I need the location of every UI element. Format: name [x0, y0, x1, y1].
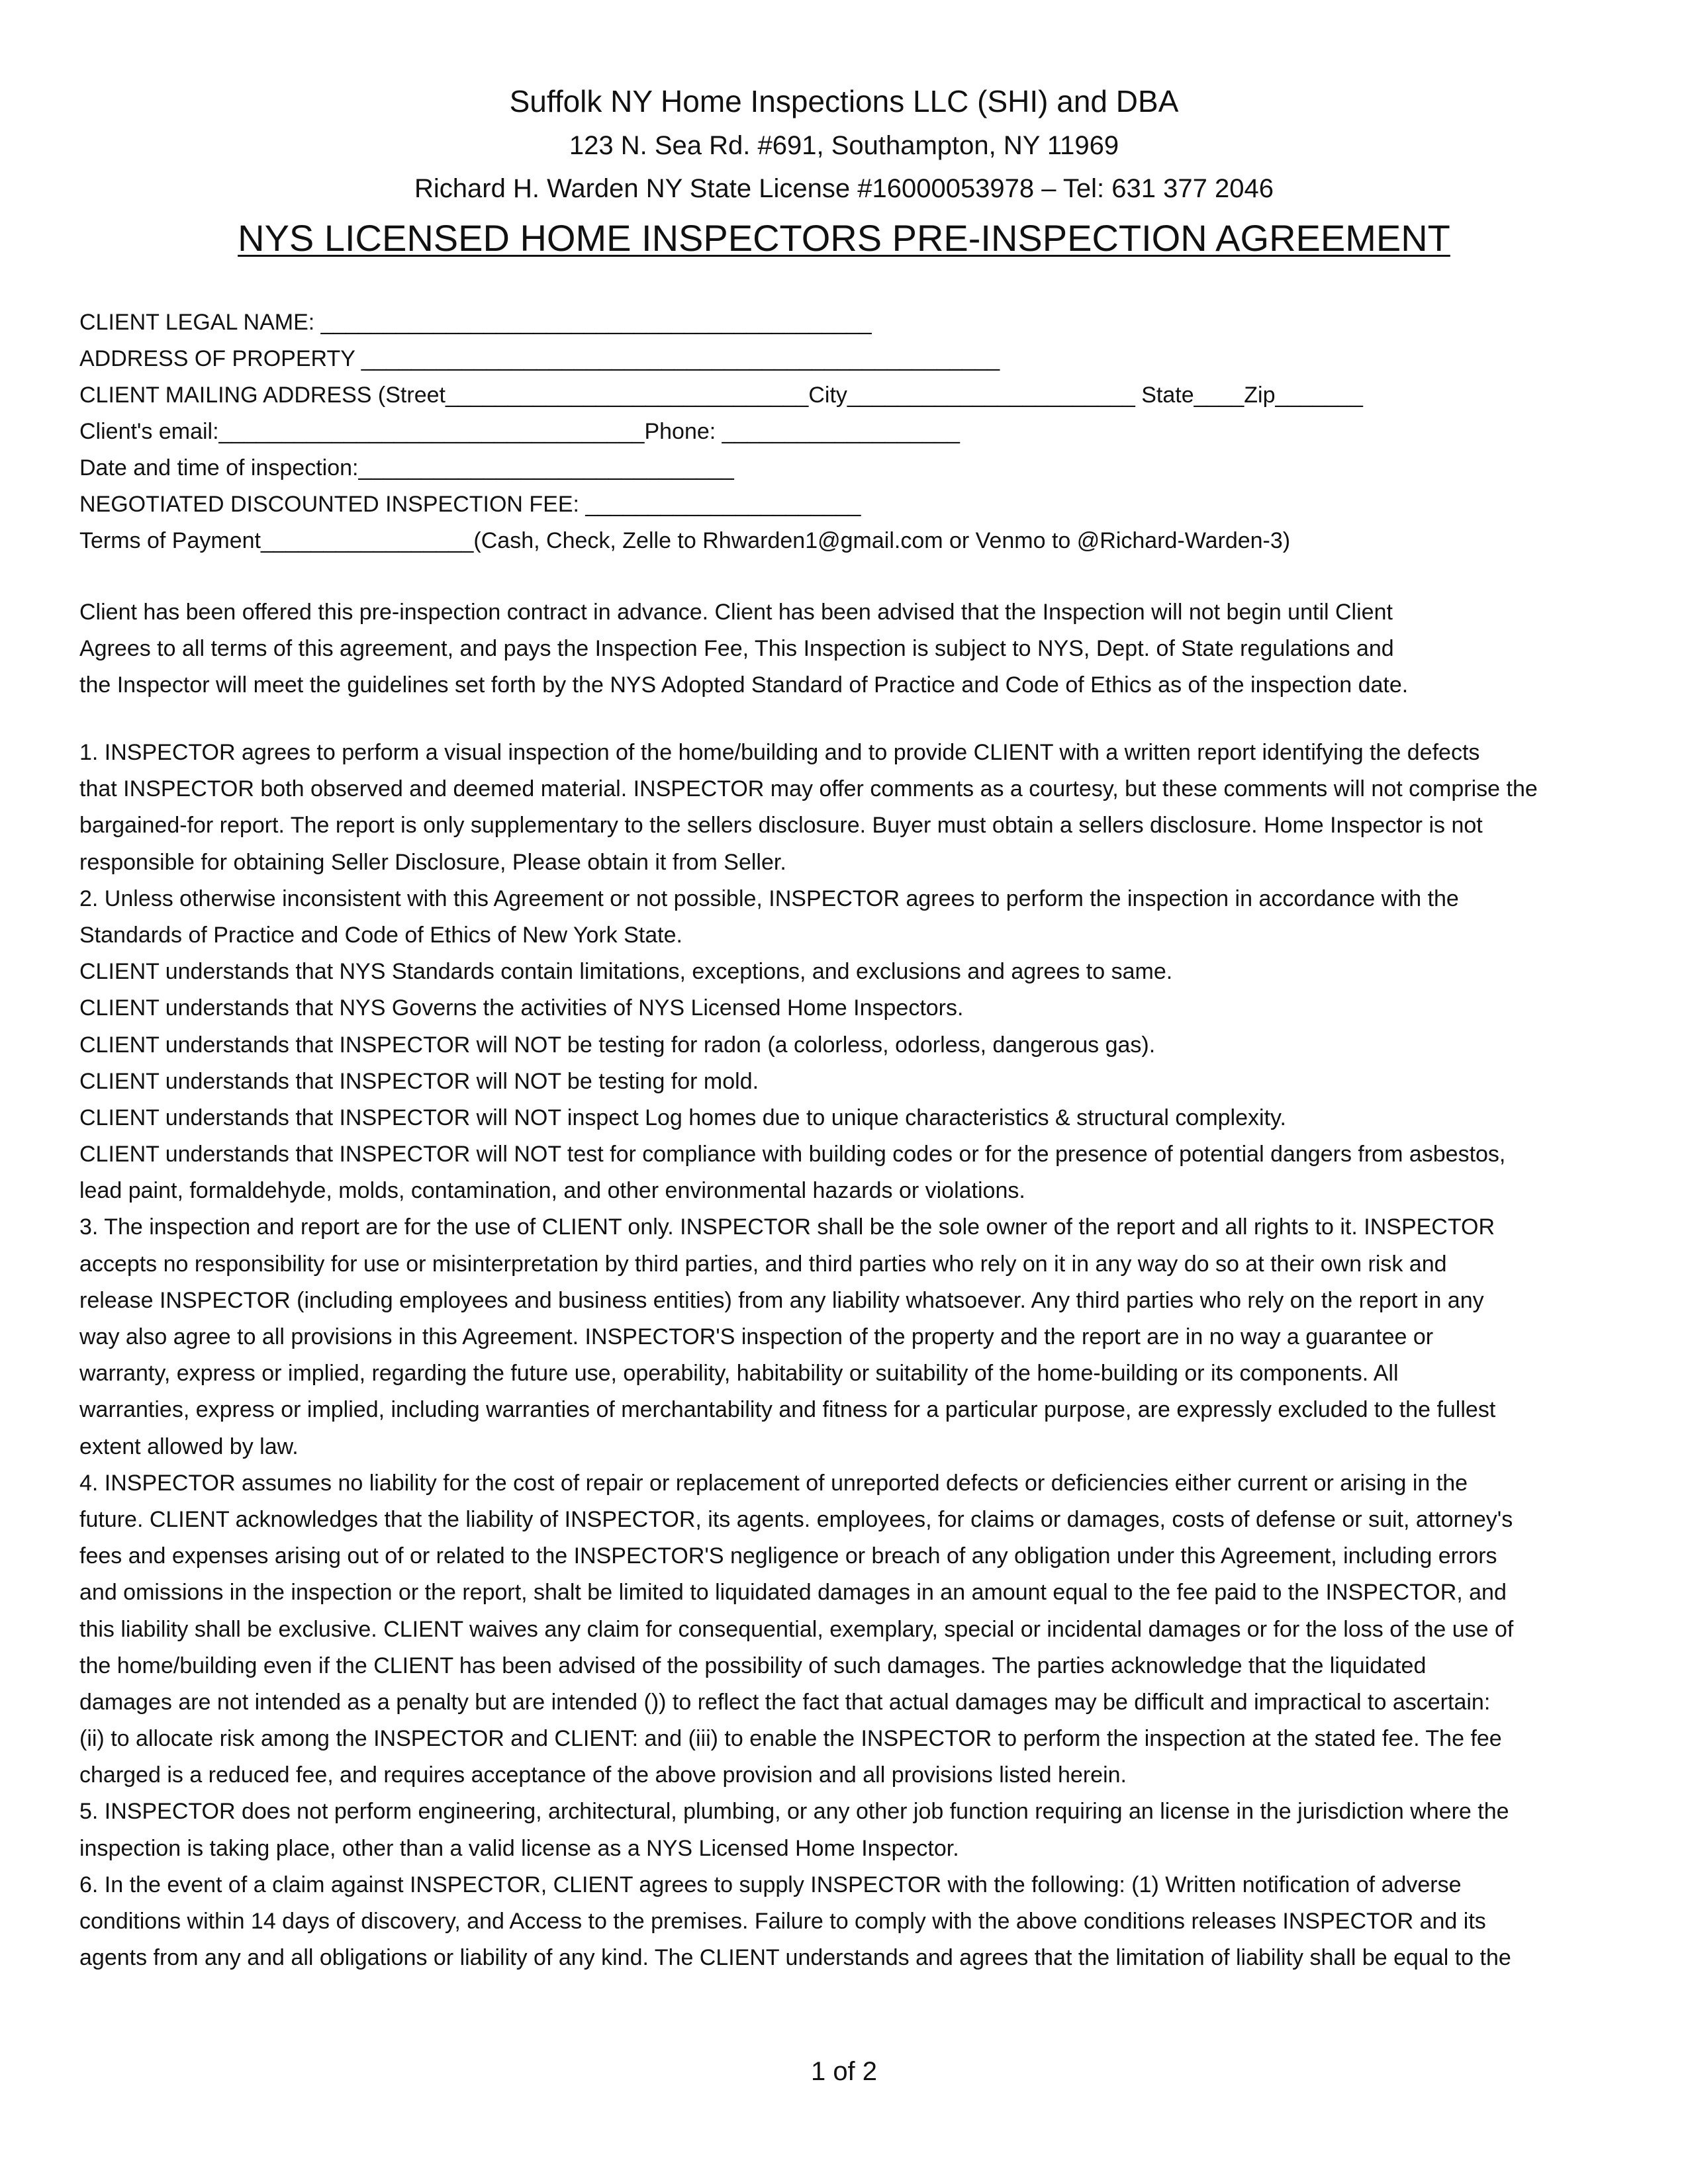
terms-text-line: way also agree to all provisions in this Agreement. INSPECTOR'S inspection of the property and the report are in no way a guarantee or	[79, 1324, 1434, 1349]
terms-text-line: extent allowed by law.	[79, 1433, 299, 1459]
agreement-title: NYS LICENSED HOME INSPECTORS PRE-INSPECTION AGREEMENT	[238, 217, 1450, 259]
intro-paragraph	[79, 594, 1622, 704]
terms-text-line: 1. INSPECTOR agrees to perform a visual inspection of the home/building and to provide CLIENT with a written report identifying the defects	[79, 740, 1480, 765]
form-field-line: Client's email:__________________________________Phone: ___________________	[79, 419, 960, 444]
terms-text-line: responsible for obtaining Seller Disclosure, Please obtain it from Seller.	[79, 849, 786, 875]
terms-text-line: 4. INSPECTOR assumes no liability for the cost of repair or replacement of unreported defects or deficiencies either current or arising in the	[79, 1470, 1468, 1496]
terms-text-line: lead paint, formaldehyde, molds, contamination, and other environmental hazards or violations.	[79, 1178, 1025, 1204]
terms-text-line: bargained-for report. The report is only supplementary to the sellers disclosure. Buyer must obtain a sellers disclosure. Home Inspector is not	[79, 813, 1483, 839]
form-field-line: NEGOTIATED DISCOUNTED INSPECTION FEE: ______________________	[79, 492, 861, 517]
form-field-line: CLIENT LEGAL NAME: ____________________________________________	[79, 310, 872, 335]
terms-text-line: release INSPECTOR (including employees and business entities) from any liability whatsoever. Any third parties who rely on the report in any	[79, 1287, 1484, 1313]
form-field-line: ADDRESS OF PROPERTY ___________________________________________________	[79, 346, 1000, 371]
terms-text-line: fees and expenses arising out of or related to the INSPECTOR'S negligence or breach of any obligation under this Agreement, including errors	[79, 1543, 1497, 1569]
form-field-line: Date and time of inspection:______________________________	[79, 455, 734, 480]
terms-text-line: 5. INSPECTOR does not perform engineering, architectural, plumbing, or any other job function requiring an license in the jurisdiction where the	[79, 1799, 1509, 1825]
page-number: 1 of 2	[810, 2057, 878, 2086]
terms-text-line: this liability shall be exclusive. CLIENT waives any claim for consequential, exemplary, special or incidental damages or for the loss of the use of	[79, 1616, 1514, 1642]
terms-text-line: warranty, express or implied, regarding the future use, operability, habitability or suitability of the home-building or its components. All	[79, 1361, 1399, 1387]
terms-text-line: CLIENT understands that INSPECTOR will NOT be testing for mold.	[79, 1068, 759, 1094]
terms-text-line: damages are not intended as a penalty but are intended ()) to reflect the fact that actual damages may be difficult and impractical to ascertain:	[79, 1689, 1491, 1715]
terms-text-line: Standards of Practice and Code of Ethics of New York State.	[79, 922, 682, 948]
company-address: 123 N. Sea Rd. #691, Southampton, NY 11969	[569, 131, 1119, 160]
form-field-line: CLIENT MAILING ADDRESS (Street_____________________________City_______________________ State____Zip_______	[79, 383, 1363, 408]
terms-text-line: 6. In the event of a claim against INSPECTOR, CLIENT agrees to supply INSPECTOR with the following: (1) Written notification of adverse	[79, 1872, 1462, 1897]
terms-text-line: charged is a reduced fee, and requires acceptance of the above provision and all provisions listed herein.	[79, 1762, 1127, 1788]
terms-text-line: conditions within 14 days of discovery, and Access to the premises. Failure to comply with the above conditions releases INSPECTOR and its	[79, 1909, 1486, 1934]
agreement-terms	[79, 735, 1628, 1976]
intro-text-line: the Inspector will meet the guidelines set forth by the NYS Adopted Standard of Practice and Code of Ethics as of the inspection date.	[79, 672, 1409, 698]
form-field-line: Terms of Payment_________________(Cash, Check, Zelle to Rhwarden1@gmail.com or Venmo to @Richard-Warden-3)	[79, 528, 1291, 553]
terms-text-line: CLIENT understands that NYS Governs the activities of NYS Licensed Home Inspectors.	[79, 995, 964, 1021]
terms-text-line: inspection is taking place, other than a valid license as a NYS Licensed Home Inspector.	[79, 1835, 959, 1861]
terms-text-line: that INSPECTOR both observed and deemed material. INSPECTOR may offer comments as a courtesy, but these comments will not comprise the	[79, 776, 1538, 802]
terms-text-line: and omissions in the inspection or the report, shalt be limited to liquidated damages in an amount equal to the fee paid to the INSPECTOR, and	[79, 1580, 1507, 1606]
terms-text-line: the home/building even if the CLIENT has been advised of the possibility of such damages. The parties acknowledge that the liquidated	[79, 1653, 1427, 1678]
terms-text-line: CLIENT understands that NYS Standards contain limitations, exceptions, and exclusions and agrees to same.	[79, 959, 1173, 985]
company-name: Suffolk NY Home Inspections LLC (SHI) and DBA	[509, 84, 1179, 118]
terms-text-line: (ii) to allocate risk among the INSPECTOR and CLIENT: and (iii) to enable the INSPECTOR to perform the inspection at the stated fee. The fee	[79, 1726, 1502, 1752]
intro-text-line: Client has been offered this pre-inspection contract in advance. Client has been advised that the Inspection will not begin until Client	[79, 600, 1393, 625]
terms-text-line: future. CLIENT acknowledges that the liability of INSPECTOR, its agents. employees, for claims or damages, costs of defense or suit, attorney's	[79, 1506, 1513, 1532]
license-and-phone: Richard H. Warden NY State License #16000053978 – Tel: 631 377 2046	[414, 174, 1274, 203]
intro-text-line: Agrees to all terms of this agreement, and pays the Inspection Fee, This Inspection is subject to NYS, Dept. of State regulations and	[79, 636, 1394, 661]
client-information-fields	[79, 304, 1615, 559]
terms-text-line: 3. The inspection and report are for the use of CLIENT only. INSPECTOR shall be the sole owner of the report and all rights to it. INSPECTOR	[79, 1214, 1495, 1240]
terms-text-line: agents from any and all obligations or liability of any kind. The CLIENT understands and agrees that the limitation of liability shall be equal to the	[79, 1945, 1511, 1971]
terms-text-line: accepts no responsibility for use or misinterpretation by third parties, and third parties who rely on it in any way do so at their own risk and	[79, 1251, 1447, 1277]
terms-text-line: 2. Unless otherwise inconsistent with this Agreement or not possible, INSPECTOR agrees to perform the inspection in accordance with the	[79, 886, 1459, 911]
terms-text-line: CLIENT understands that INSPECTOR will NOT inspect Log homes due to unique characteristics & structural complexity.	[79, 1105, 1286, 1130]
terms-text-line: CLIENT understands that INSPECTOR will NOT test for compliance with building codes or for the presence of potential dangers from asbestos,	[79, 1142, 1506, 1167]
terms-text-line: CLIENT understands that INSPECTOR will NOT be testing for radon (a colorless, odorless, dangerous gas).	[79, 1032, 1156, 1058]
terms-text-line: warranties, express or implied, including warranties of merchantability and fitness for a particular purpose, are expressly excluded to the fullest	[79, 1397, 1496, 1423]
